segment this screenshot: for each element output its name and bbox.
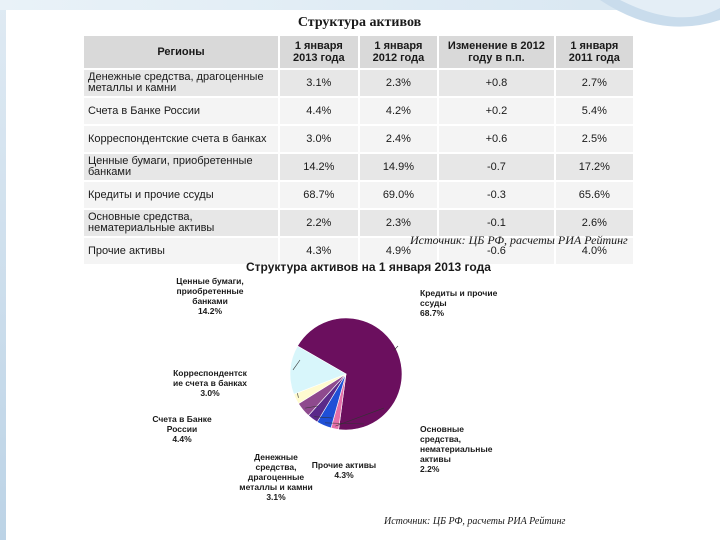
- cell-2011: 2.5%: [555, 125, 634, 153]
- table-header-row: [84, 36, 634, 69]
- cell-change: -0.6: [438, 237, 554, 265]
- table-row: [84, 181, 634, 209]
- row-name: Ценные бумаги, приобретенные банками: [84, 153, 279, 181]
- table-title: Структура активов: [297, 15, 422, 30]
- assets-table-section: [84, 14, 635, 266]
- chart-title: Структура активов на 1 января 2013 года: [246, 260, 491, 274]
- table-row: [84, 153, 634, 181]
- row-name: Денежные средства, драгоценные металлы и камни: [84, 69, 279, 97]
- cell-2012: 2.3%: [359, 209, 439, 237]
- table-row: [84, 125, 634, 153]
- slice-label: Прочие активы 4.3%: [311, 460, 377, 480]
- row-name: Основные средства, нематериальные активы: [84, 209, 279, 237]
- cell-2011: 65.6%: [555, 181, 634, 209]
- cell-2013: 3.0%: [279, 125, 359, 153]
- cell-2011: 2.7%: [555, 69, 634, 97]
- table-source-note: Источник: ЦБ РФ, расчеты РИА Рейтинг: [410, 233, 628, 247]
- row-name: Корреспондентские счета в банках: [84, 125, 279, 153]
- cell-change: +0.8: [438, 69, 554, 97]
- cell-2011: 4.0%: [555, 237, 634, 265]
- slice-label: Корреспондентск ие счета в банках 3.0%: [172, 368, 248, 398]
- cell-2013: 68.7%: [279, 181, 359, 209]
- header-2011: 1 января 2011 года: [555, 36, 634, 69]
- cell-change: -0.7: [438, 153, 554, 181]
- cell-2012: 2.3%: [359, 69, 439, 97]
- cell-change: +0.6: [438, 125, 554, 153]
- slice-label: Денежные средства, драгоценные металлы и камни 3.1%: [239, 452, 313, 502]
- cell-2012: 69.0%: [359, 181, 439, 209]
- cell-2012: 4.2%: [359, 97, 439, 125]
- pie-chart-panel: [150, 254, 580, 534]
- cell-2013: 4.3%: [279, 237, 359, 265]
- cell-change: -0.1: [438, 209, 554, 237]
- cell-2013: 3.1%: [279, 69, 359, 97]
- cell-2011: 17.2%: [555, 153, 634, 181]
- slice-label: Основные средства, нематериальные активы 2.2%: [420, 424, 493, 474]
- slide-frame-left: [0, 0, 6, 540]
- cell-2013: 2.2%: [279, 209, 359, 237]
- cell-2013: 14.2%: [279, 153, 359, 181]
- slice-label: Кредиты и прочие ссуды 68.7%: [420, 288, 498, 318]
- assets-table: [84, 36, 635, 266]
- table-row: [84, 97, 634, 125]
- header-change: Изменение в 2012 году в п.п.: [438, 36, 554, 69]
- header-2012: 1 января 2012 года: [359, 36, 439, 69]
- cell-2012: 2.4%: [359, 125, 439, 153]
- slice-label: Ценные бумаги, приобретенные банками 14.2%: [176, 276, 244, 316]
- cell-2011: 5.4%: [555, 97, 634, 125]
- row-name: Счета в Банке России: [84, 97, 279, 125]
- slice-label: Счета в Банке России 4.4%: [152, 414, 212, 444]
- row-name: Прочие активы: [84, 237, 279, 265]
- cell-2012: 4.9%: [359, 237, 439, 265]
- cell-2012: 14.9%: [359, 153, 439, 181]
- header-2013: 1 января 2013 года: [279, 36, 359, 69]
- row-name: Кредиты и прочие ссуды: [84, 181, 279, 209]
- chart-source-note: Источник: ЦБ РФ, расчеты РИА Рейтинг: [384, 516, 566, 527]
- pie-chart: [150, 254, 580, 514]
- cell-change: +0.2: [438, 97, 554, 125]
- cell-2011: 2.6%: [555, 209, 634, 237]
- cell-change: -0.3: [438, 181, 554, 209]
- table-row: [84, 69, 634, 97]
- header-regions: Регионы: [84, 36, 279, 69]
- cell-2013: 4.4%: [279, 97, 359, 125]
